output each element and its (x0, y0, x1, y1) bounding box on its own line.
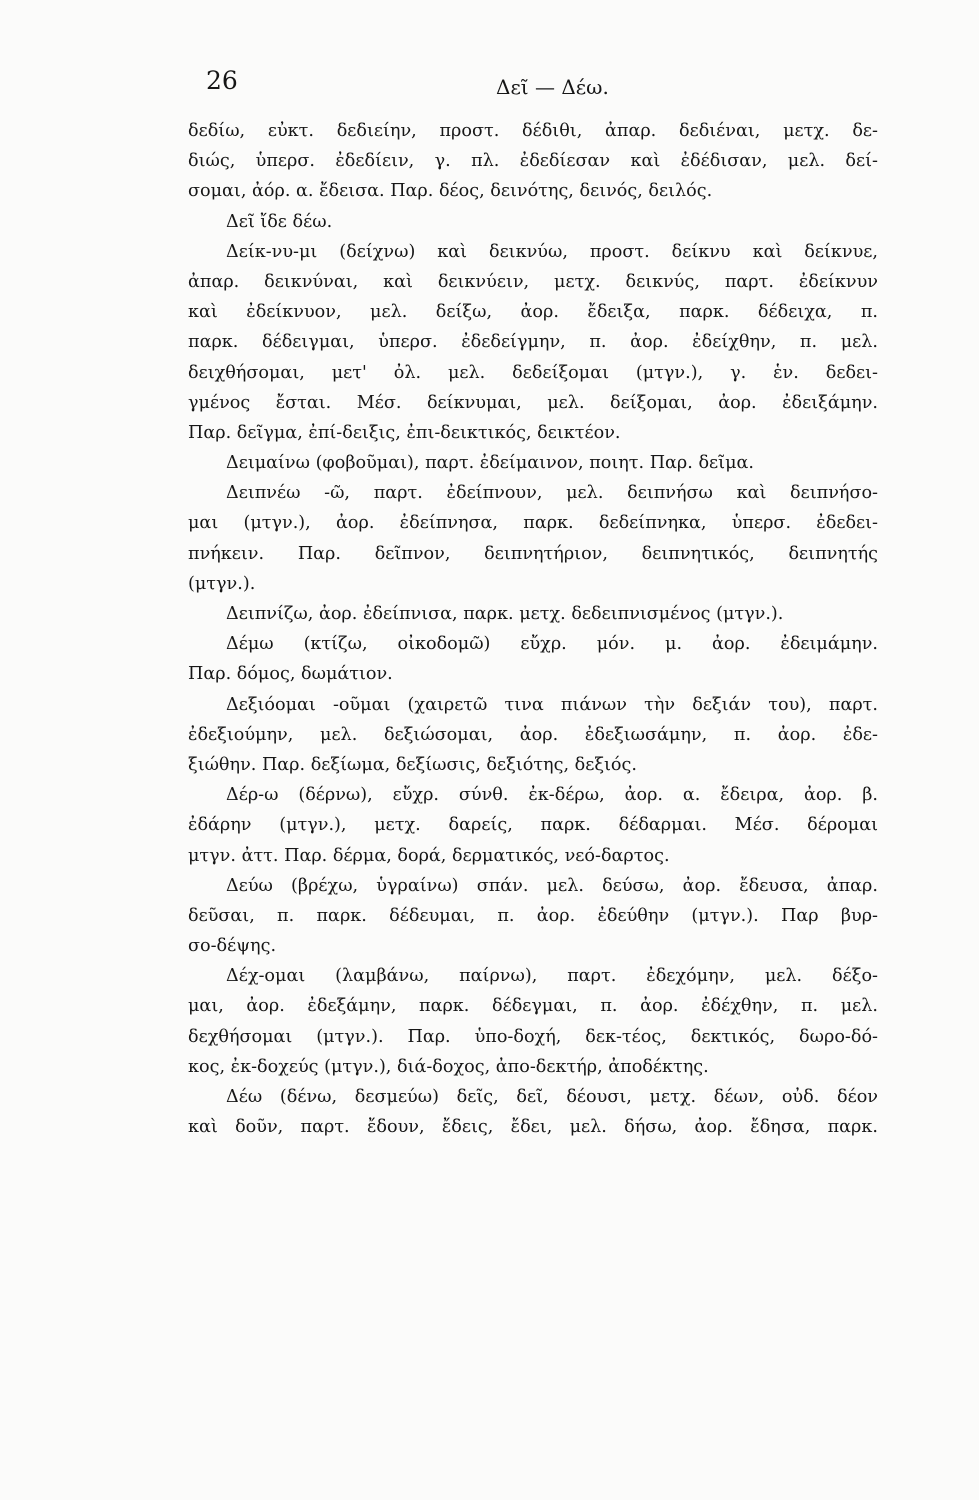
text-line: κος, ἐκ-δοχεύς (μτγν.), διά-δοχος, ἀπο-δεκτήρ, ἀποδέκτης. (188, 1056, 709, 1077)
text-line: Δέχ-ομαι (λαμβάνω, παίρνω), παρτ. ἐδεχόμην, μελ. δέξο- (226, 966, 878, 987)
text-line: καὶ ἐδείκνυον, μελ. δείξω, ἀορ. ἔδειξα, παρκ. δέδειχα, π. (188, 302, 878, 323)
text-line: παρκ. δέδειγμαι, ὑπερσ. ἐδεδείγμην, π. ἀορ. ἐδείχθην, π. μελ. (188, 332, 878, 353)
entry-dechomai (188, 961, 878, 1082)
text-line: ἀπαρ. δεικνύναι, καὶ δεικνύειν, μετχ. δεικνύς, παρτ. ἐδείκνυν (188, 271, 878, 292)
text-line: πνήκειν. Παρ. δεῖπνον, δειπνητήριον, δειπνητικός, δειπνητής (188, 543, 878, 564)
text-line: Δέμω (κτίζω, οἰκοδομῶ) εὔχρ. μόν. μ. ἀορ. ἐδειμάμην. (226, 634, 878, 655)
text-line: Παρ. δόμος, δωμάτιον. (188, 664, 393, 685)
text-line: ἐδάρην (μτγν.), μετχ. δαρείς, παρκ. δέδαρμαι. Μέσ. δέρομαι (188, 815, 878, 836)
text-line: Δεῖ ἴδε δέω. (226, 211, 333, 232)
text-line: ξιώθην. Παρ. δεξίωμα, δεξίωσις, δεξιότης, δεξιός. (188, 754, 637, 775)
text-line: Δέρ-ω (δέρνω), εὔχρ. σύνθ. ἐκ-δέρω, ἀορ. α. ἔδειρα, ἀορ. β. (226, 785, 878, 806)
entry-deimaino (188, 448, 878, 478)
entry-deiknymi (188, 237, 878, 448)
entry-demo (188, 629, 878, 689)
text-line: δεῦσαι, π. παρκ. δέδευμαι, π. ἀορ. ἐδεύθην (μτγν.). Παρ βυρ- (188, 905, 878, 926)
entry-dero (188, 780, 878, 871)
text-line: Δειπνίζω, ἀορ. ἐδείπνισα, παρκ. μετχ. δεδειπνισμένος (μτγν.). (226, 604, 784, 624)
text-line: Δειπνέω -ῶ, παρτ. ἐδείπνουν, μελ. δειπνήσω καὶ δειπνήσο- (226, 483, 878, 504)
entry-deipnizo (188, 599, 878, 629)
page-number: 26 (206, 66, 238, 95)
text-line: γμένος ἔσται. Μέσ. δείκνυμαι, μελ. δείξομαι, ἀορ. ἐδειξάμην. (188, 392, 878, 413)
text-line: Δέω (δένω, δεσμεύω) δεῖς, δεῖ, δέουσι, μετχ. δέων, οὐδ. δέον (226, 1087, 878, 1107)
text-line: σο-δέψης. (188, 936, 277, 957)
text-line: μτγν. ἀττ. Παρ. δέρμα, δορά, δερματικός, νεό-δαρτος. (188, 845, 670, 866)
entry-dexioomai (188, 690, 878, 781)
entry-dedio-continuation (188, 116, 878, 207)
text-line: Δείκ-νυ-μι (δείχνω) καὶ δεικνύω, προστ. δείκνυ καὶ δείκνυε, (226, 241, 878, 262)
text-line: δειχθήσομαι, μετ' ὀλ. μελ. δεδείξομαι (μτγν.), γ. ἑν. δεδει- (188, 362, 878, 383)
text-line: μαι (μτγν.), ἀορ. ἐδείπνησα, παρκ. δεδείπνηκα, ὑπερσ. ἐδεδει- (188, 513, 878, 534)
entry-deipneo (188, 478, 878, 599)
entry-dei (188, 207, 878, 237)
text-line: καὶ δοῦν, παρτ. ἔδουν, ἔδεις, ἔδει, μελ. δήσω, ἀορ. ἔδησα, παρκ. (188, 1117, 878, 1138)
text-line: Δεύω (βρέχω, ὑγραίνω) σπάν. μελ. δεύσω, ἀορ. ἔδευσα, ἀπαρ. (226, 875, 878, 896)
running-head: Δεῖ — Δέω. (496, 75, 609, 99)
text-line: Δεξιόομαι -οῦμαι (χαιρετῶ τινα πιάνων τὴν δεξιάν του), παρτ. (226, 694, 878, 715)
text-line: Δειμαίνω (φοβοῦμαι), παρτ. ἐδείμαινον, ποιητ. Παρ. δεῖμα. (226, 453, 754, 474)
entry-deuo (188, 871, 878, 962)
entry-deo (188, 1082, 878, 1142)
text-line: Παρ. δεῖγμα, ἐπί-δειξις, ἐπι-δεικτικός, δεικτέον. (188, 422, 621, 443)
text-line: (μτγν.). (188, 573, 256, 594)
text-line: δεχθήσομαι (μτγν.). Παρ. ὑπο-δοχή, δεκ-τέος, δεκτικός, δωρο-δό- (188, 1026, 878, 1047)
dictionary-body (188, 116, 878, 1142)
text-line: διώς, ὑπερσ. ἐδεδίειν, γ. πλ. ἐδεδίεσαν καὶ ἐδέδισαν, μελ. δεί- (188, 151, 878, 172)
text-line: ἐδεξιούμην, μελ. δεξιώσομαι, ἀορ. ἐδεξιωσάμην, π. ἀορ. ἐδε- (188, 724, 878, 745)
text-line: μαι, ἀορ. ἐδεξάμην, παρκ. δέδεγμαι, π. ἀορ. ἐδέχθην, π. μελ. (188, 996, 878, 1017)
text-line: δεδίω, εὐκτ. δεδιείην, προστ. δέδιθι, ἀπαρ. δεδιέναι, μετχ. δε- (188, 121, 878, 141)
text-line: σομαι, ἀόρ. α. ἔδεισα. Παρ. δέος, δεινότης, δεινός, δειλός. (188, 181, 713, 202)
